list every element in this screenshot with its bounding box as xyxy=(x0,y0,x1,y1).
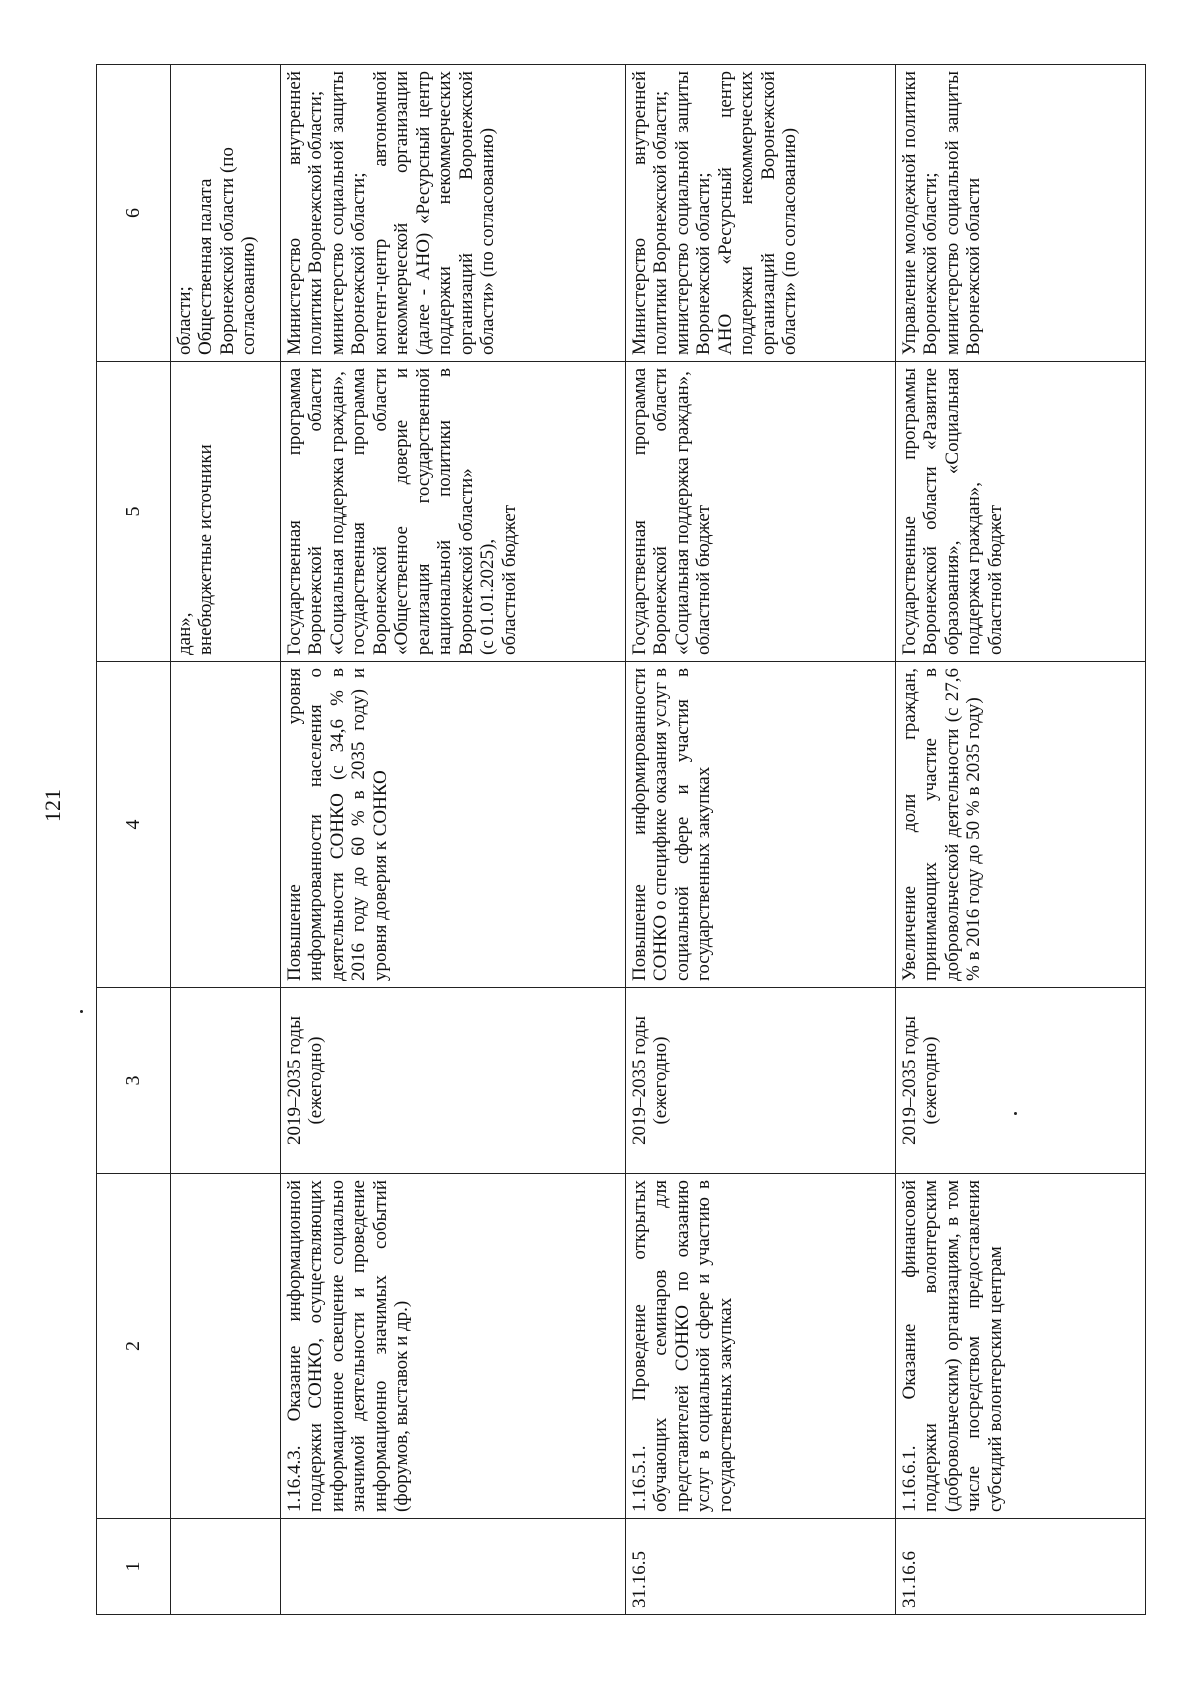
cell-result xyxy=(171,662,281,988)
rotated-page-content xyxy=(96,65,1146,1615)
cell-funding: Государственные программы Воронежской области «Развитие образования», «Социальная поддержка граждан», областной бюджет xyxy=(896,362,1146,662)
column-header: 4 xyxy=(97,662,171,988)
cell-period xyxy=(171,988,281,1174)
cell-funding: дан», внебюджетные источники xyxy=(171,362,281,662)
cell-number xyxy=(171,1519,281,1615)
cell-measure: 1.16.6.1. Оказание финансовой поддержки волонтерским (добровольческим) организациям, в том числе посредством предоставления субсидий волонтерским центрам xyxy=(896,1174,1146,1519)
cell-number xyxy=(281,1519,626,1615)
table-row xyxy=(626,65,896,1615)
cell-number: 31.16.6 xyxy=(896,1519,1146,1615)
cell-period: 2019–2035 годы (ежегодно) xyxy=(626,988,896,1174)
cell-funding: Государственная программа Воронежской области «Социальная поддержка граждан», государственная программа Воронежской области «Общественное доверие и реализация государственной национальной политики в Воронежской области» (с 01.01.2025), областной бюджет xyxy=(281,362,626,662)
cell-result: Повышение уровня информированности населения о деятельности СОНКО (с 34,6 % в 2016 году до 60 % в 2035 году) и уровня доверия к СОНКО xyxy=(281,662,626,988)
table-row xyxy=(171,65,281,1615)
cell-executor: Министерство внутренней политики Воронежской области; министерство социальной защиты Воронежской области; АНО «Ресурсный центр поддержки некоммерческих организаций Воронежской области» (по согласованию) xyxy=(626,65,896,362)
cell-result: Повышение информированности СОНКО о специфике оказания услуг в социальной сфере и участия в государственных закупках xyxy=(626,662,896,988)
cell-period: 2019–2035 годы (ежегодно) xyxy=(281,988,626,1174)
cell-measure: 1.16.4.3. Оказание информационной поддержки СОНКО, осуществляющих информационное освещение социально значимой деятельности и проведение информационно значимых событий (форумов, выставок и др.) xyxy=(281,1174,626,1519)
cell-executor: области; Общественная палата Воронежской области (по согласованию) xyxy=(171,65,281,362)
table-row xyxy=(281,65,626,1615)
header-row xyxy=(97,65,171,1615)
table-row xyxy=(896,65,1146,1615)
cell-result: Увеличение доли граждан, принимающих участие в добровольческой деятельности (с 27,6 % в 2016 году до 50 % в 2035 году) xyxy=(896,662,1146,988)
column-header: 2 xyxy=(97,1174,171,1519)
column-header: 3 xyxy=(97,988,171,1174)
column-header: 5 xyxy=(97,362,171,662)
column-header: 6 xyxy=(97,65,171,362)
scan-speck xyxy=(80,1010,83,1013)
cell-executor: Министерство внутренней политики Воронежской области; министерство социальной защиты Воронежской области; контент-центр автономной некоммерческой организации (далее - АНО) «Ресурсный центр поддержки некоммерческих организаций Воронежской области» (по согласованию) xyxy=(281,65,626,362)
cell-executor: Управление молодежной политики Воронежской области; министерство социальной защиты Воронежской области xyxy=(896,65,1146,362)
page-number: 121 xyxy=(40,789,65,822)
cell-funding: Государственная программа Воронежской области «Социальная поддержка граждан», областной бюджет xyxy=(626,362,896,662)
measures-table xyxy=(96,64,1146,1615)
column-header: 1 xyxy=(97,1519,171,1615)
cell-period: 2019–2035 годы (ежегодно) xyxy=(896,988,1146,1174)
cell-number: 31.16.5 xyxy=(626,1519,896,1615)
cell-measure xyxy=(171,1174,281,1519)
cell-measure: 1.16.5.1. Проведение открытых обучающих семинаров для представителей СОНКО по оказанию услуг в социальной сфере и участию в государственных закупках xyxy=(626,1174,896,1519)
